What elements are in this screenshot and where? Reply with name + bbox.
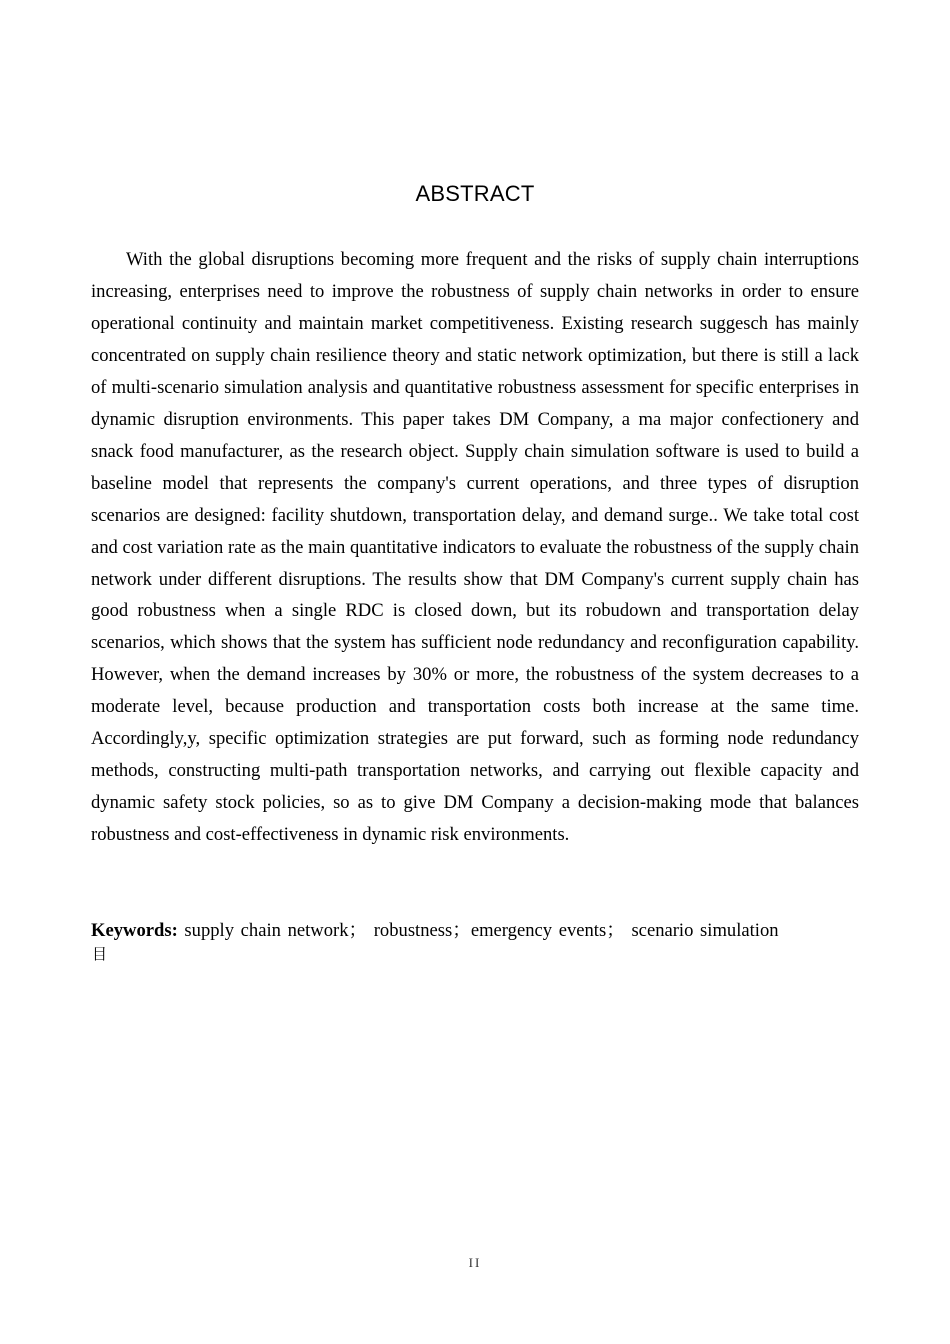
page-number: II [468, 1255, 482, 1270]
keywords-label: Keywords: [91, 920, 178, 941]
keywords-text: supply chain network； robustness；emergency events； scenario simulation [177, 920, 779, 941]
abstract-heading: ABSTRACT [415, 181, 535, 206]
stray-character: 目 [92, 945, 108, 963]
abstract-paragraph: With the global disruptions becoming more frequent and the risks of supply chain interruptions increasing, enterprises need to improve the robustness of supply chain networks in order to ensure operational continuity and maintain market competitiveness. Existing research suggesch has mainly concentrated on supply chain resilience theory and static network optimization, but there is still a lack of multi-scenario simulation analysis and quantitative robustness assessment for specific enterprises in dynamic disruption environments. This paper takes DM Company, a ma major confectionery and snack food manufacturer, as the research object. Supply chain simulation software is used to build a baseline model that represents the company's current operations, and three types of disruption scenarios are designed: facility shutdown, transportation delay, and demand surge.. We take total cost and cost variation rate as the main quantitative indicators to evaluate the robustness of the supply chain network under different disruptions. The results show that DM Company's current supply chain has good robustness when a single RDC is closed down, but its robudown and transportation delay scenarios, which shows that the system has sufficient node redundancy and reconfiguration capability. However, when the demand increases by 30% or more, the robustness of the system decreases to a moderate level, because production and transportation costs both increase at the same time. Accordingly,y, specific optimization strategies are put forward, such as forming node redundancy methods, constructing multi-path transportation networks, and carrying out flexible capacity and dynamic safety stock policies, so as to give DM Company a decision-making mode that balances robustness and cost-effectiveness in dynamic risk environments. [91, 249, 859, 846]
keywords-line [91, 915, 859, 946]
